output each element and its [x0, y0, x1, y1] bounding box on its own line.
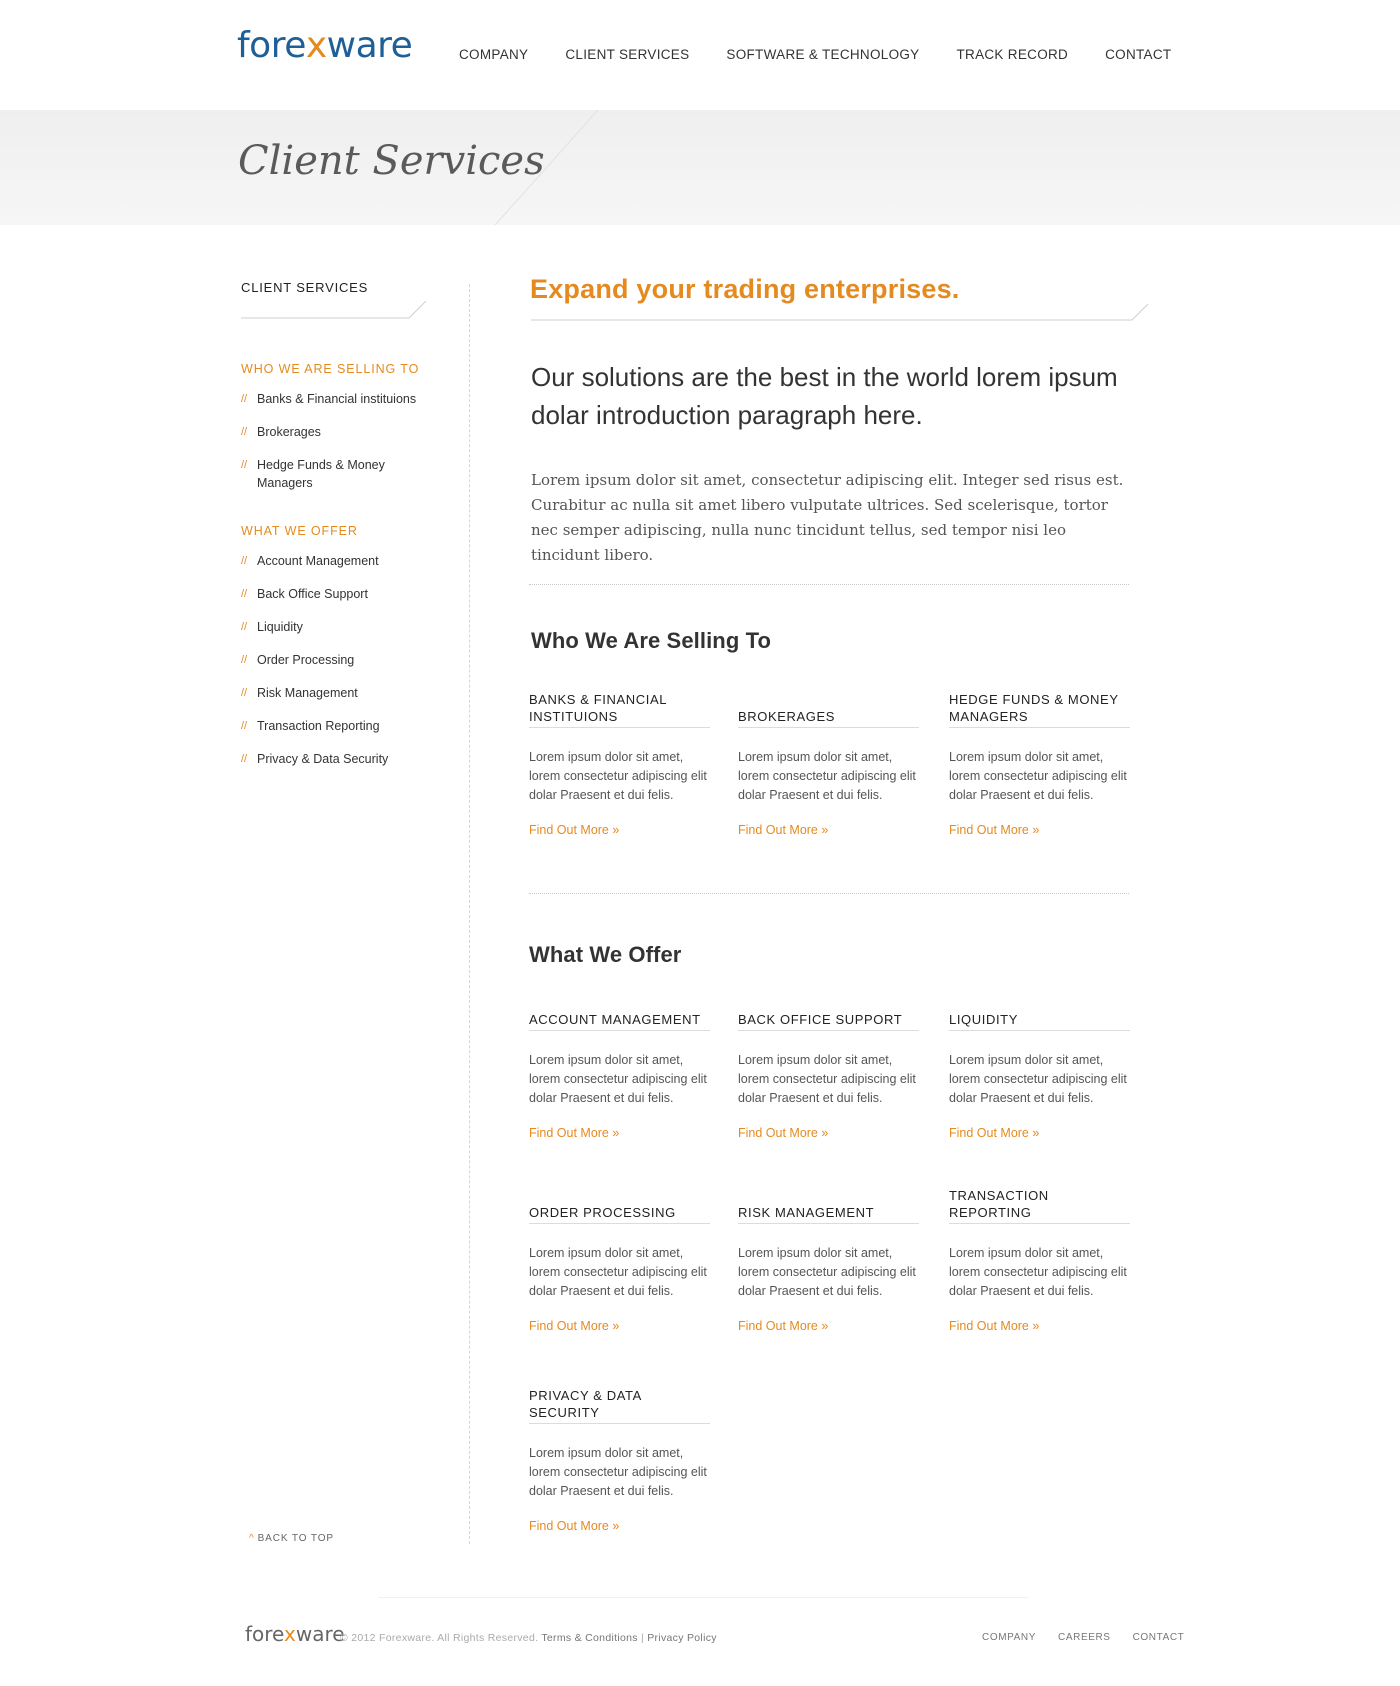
- card-account-management: ACCOUNT MANAGEMENT Lorem ipsum dolor sit amet, lorem consectetur adipiscing elit dolar Praesent et dui felis. Find Out More »: [529, 993, 710, 1140]
- sidebar-item-liquidity[interactable]: // Liquidity: [241, 620, 303, 634]
- card-order-processing: ORDER PROCESSING Lorem ipsum dolor sit amet, lorem consectetur adipiscing elit dolar Praesent et dui felis. Find Out More »: [529, 1186, 710, 1333]
- find-out-more-link[interactable]: Find Out More »: [529, 1319, 620, 1333]
- nav-software-technology[interactable]: SOFTWARE & TECHNOLOGY: [726, 47, 920, 62]
- footer-divider: [378, 1597, 1028, 1598]
- page-title: Client Services: [238, 138, 545, 184]
- main-nav: [459, 47, 1208, 62]
- caret-up-icon: ^: [249, 1533, 255, 1544]
- back-to-top-link[interactable]: ^ BACK TO TOP: [249, 1533, 335, 1544]
- nav-contact[interactable]: CONTACT: [1105, 47, 1172, 62]
- find-out-more-link[interactable]: Find Out More »: [529, 1519, 620, 1533]
- card-liquidity: LIQUIDITY Lorem ipsum dolor sit amet, lorem consectetur adipiscing elit dolar Praesent et dui felis. Find Out More »: [949, 993, 1130, 1140]
- terms-link[interactable]: Terms & Conditions: [541, 1632, 638, 1644]
- sidebar-list-selling: [241, 390, 427, 492]
- footer-nav-company[interactable]: COMPANY: [982, 1632, 1037, 1643]
- card-transaction-reporting: TRANSACTION REPORTING Lorem ipsum dolor sit amet, lorem consectetur adipiscing elit dolar Praesent et dui felis. Find Out More »: [949, 1186, 1130, 1333]
- sidebar-item-order-processing[interactable]: // Order Processing: [241, 653, 355, 667]
- body-paragraph: Lorem ipsum dolor sit amet, consectetur adipiscing elit. Integer sed risus est. Curabitur ac nulla sit amet libero vulputate ultrices. Sed scelerisque, tortor nec semper adipiscing, nulla nunc tincidunt tellus, sed tempor nisi leo tincidunt libero.: [531, 471, 1124, 564]
- card-brokerages: BROKERAGES Lorem ipsum dolor sit amet, lorem consectetur adipiscing elit dolar Praesent et dui felis. Find Out More »: [738, 690, 919, 837]
- section-divider: [529, 893, 1129, 894]
- find-out-more-link[interactable]: Find Out More »: [529, 823, 620, 837]
- card-privacy-data-security: PRIVACY & DATA SECURITY Lorem ipsum dolor sit amet, lorem consectetur adipiscing elit dolar Praesent et dui felis. Find Out More »: [529, 1386, 710, 1533]
- sidebar-section-selling: WHO WE ARE SELLING TO: [241, 362, 420, 376]
- privacy-link[interactable]: Privacy Policy: [647, 1632, 717, 1644]
- section-title-offer: What We Offer: [529, 942, 682, 967]
- sidebar-item-privacy-data-security[interactable]: // Privacy & Data Security: [241, 752, 389, 766]
- footer-copyright: © 2012 Forexware. All Rights Reserved. Terms & Conditions | Privacy Policy: [340, 1632, 717, 1644]
- sidebar-item-risk-management[interactable]: // Risk Management: [241, 686, 358, 700]
- main-content: [530, 274, 1150, 322]
- section-title-selling: Who We Are Selling To: [531, 628, 772, 653]
- sidebar-list-offer: [241, 552, 427, 768]
- card-back-office-support: BACK OFFICE SUPPORT Lorem ipsum dolor sit amet, lorem consectetur adipiscing elit dolar Praesent et dui felis. Find Out More »: [738, 993, 919, 1140]
- sidebar-item-account-management[interactable]: // Account Management: [241, 554, 379, 568]
- card-hedge-funds: HEDGE FUNDS & MONEY MANAGERS Lorem ipsum dolor sit amet, lorem consectetur adipiscing elit dolar Praesent et dui felis. Find Out More »: [949, 690, 1130, 837]
- find-out-more-link[interactable]: Find Out More »: [949, 1126, 1040, 1140]
- sidebar-divider: [469, 284, 470, 1544]
- logo-x-mark: x: [305, 24, 327, 66]
- sidebar-item-hedge-funds[interactable]: // Hedge Funds & Money Managers: [241, 458, 385, 490]
- find-out-more-link[interactable]: Find Out More »: [949, 1319, 1040, 1333]
- sidebar: [241, 280, 427, 783]
- intro-paragraph: Our solutions are the best in the world lorem ipsum dolar introduction paragraph here.: [531, 362, 1118, 430]
- sidebar-heading-underline: [241, 300, 427, 320]
- find-out-more-link[interactable]: Find Out More »: [738, 1319, 829, 1333]
- sidebar-item-banks[interactable]: // Banks & Financial instituions: [241, 392, 417, 406]
- nav-client-services[interactable]: CLIENT SERVICES: [565, 47, 690, 62]
- find-out-more-link[interactable]: Find Out More »: [738, 1126, 829, 1140]
- find-out-more-link[interactable]: Find Out More »: [949, 823, 1040, 837]
- headline-block: [530, 274, 1150, 322]
- footer-nav: [982, 1632, 1206, 1643]
- headline: Expand your trading enterprises.: [530, 274, 960, 304]
- headline-underline: [531, 301, 1151, 323]
- footer-nav-careers[interactable]: CAREERS: [1058, 1632, 1111, 1643]
- sidebar-section-offer: WHAT WE OFFER: [241, 524, 358, 538]
- sidebar-item-back-office-support[interactable]: // Back Office Support: [241, 587, 368, 601]
- sidebar-heading: CLIENT SERVICES: [241, 280, 427, 320]
- footer-logo[interactable]: forexware: [245, 1622, 345, 1646]
- card-risk-management: RISK MANAGEMENT Lorem ipsum dolor sit amet, lorem consectetur adipiscing elit dolar Praesent et dui felis. Find Out More »: [738, 1186, 919, 1333]
- banner-diagonal-decoration: [0, 110, 1400, 225]
- find-out-more-link[interactable]: Find Out More »: [738, 823, 829, 837]
- nav-company[interactable]: COMPANY: [459, 47, 529, 62]
- nav-track-record[interactable]: TRACK RECORD: [956, 47, 1069, 62]
- section-divider: [529, 584, 1129, 585]
- footer-nav-contact[interactable]: CONTACT: [1132, 1632, 1185, 1643]
- sidebar-item-transaction-reporting[interactable]: // Transaction Reporting: [241, 719, 380, 733]
- sidebar-item-brokerages[interactable]: // Brokerages: [241, 425, 321, 439]
- site-header: [0, 0, 1400, 110]
- card-banks: BANKS & FINANCIAL INSTITUIONS Lorem ipsum dolor sit amet, lorem consectetur adipiscing elit dolar Praesent et dui felis. Find Out More »: [529, 690, 710, 837]
- page-banner: [0, 110, 1400, 225]
- find-out-more-link[interactable]: Find Out More »: [529, 1126, 620, 1140]
- forexware-logo[interactable]: fore x ware: [237, 24, 413, 66]
